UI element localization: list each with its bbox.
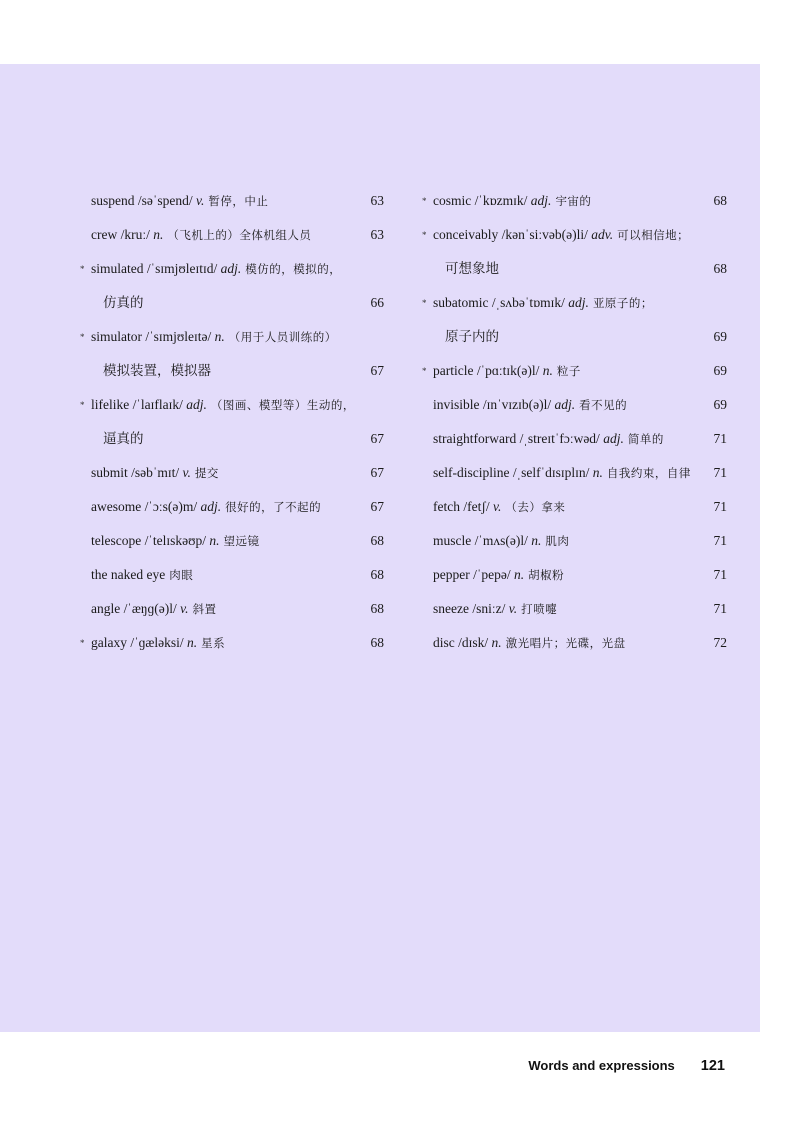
entry-word: straightforward /ˌstreɪtˈfɔːwəd/: [433, 431, 600, 446]
entry-pos: n.: [513, 567, 525, 582]
entry-pos: v.: [508, 601, 518, 616]
vocab-entry: [80, 558, 384, 592]
entry-translation: 模仿的，模拟的，: [245, 262, 342, 276]
entry-page-number: 68: [713, 261, 727, 276]
entry-word: suspend /səˈspend/: [91, 193, 193, 208]
vocab-entry: [422, 558, 727, 592]
entry-word: the naked eye: [91, 567, 166, 582]
entry-word: submit /səbˈmɪt/: [91, 465, 180, 480]
entry-translation: （图画、模型等）生动的，: [210, 398, 355, 412]
entry-page-number: 67: [370, 363, 384, 378]
entry-page-number: 71: [713, 431, 727, 446]
entry-translation: 原子内的: [445, 329, 499, 344]
entry-word: galaxy /ˈɡæləksi/: [91, 635, 184, 650]
entry-text: [433, 490, 565, 524]
entry-text: [91, 218, 311, 252]
entry-text: [91, 184, 268, 218]
entry-page-number: 68: [370, 635, 384, 650]
vocab-entry: [422, 218, 727, 252]
asterisk-marker: *: [422, 298, 427, 308]
entry-text: [433, 184, 591, 218]
entry-text: [433, 592, 557, 626]
entry-pos: adj.: [200, 499, 222, 514]
entry-pos: adj.: [220, 261, 242, 276]
entry-continuation: [80, 354, 384, 388]
entry-word: particle /ˈpɑːtɪk(ə)l/: [433, 363, 540, 378]
entry-pos: n.: [531, 533, 542, 548]
entry-pos: adj.: [603, 431, 624, 446]
entry-page-number: 68: [370, 533, 384, 548]
entry-text: [91, 524, 260, 558]
entry-page-number: 69: [713, 397, 727, 412]
entry-translation: 逼真的: [103, 431, 144, 446]
entry-text: [91, 592, 217, 626]
entry-page-number: 71: [713, 601, 727, 616]
vocab-entry: [80, 592, 384, 626]
vocabulary-panel: [0, 64, 760, 1032]
vocab-entry: [422, 354, 727, 388]
entry-text: [91, 456, 219, 490]
entry-word: awesome /ˈɔːs(ə)m/: [91, 499, 198, 514]
entry-word: disc /dɪsk/: [433, 635, 489, 650]
entry-translation: 可以相信地；: [617, 228, 690, 242]
entry-word: crew /kruː/: [91, 227, 150, 242]
entry-text: [91, 626, 225, 660]
entry-translation: 激光唱片；光碟，光盘: [505, 636, 626, 650]
entry-page-number: 71: [713, 533, 727, 548]
entry-translation: 自我约束，自律: [606, 466, 691, 480]
entry-word: lifelike /ˈlaɪflaɪk/: [91, 397, 183, 412]
entry-text: [433, 218, 689, 252]
entry-word: simulator /ˈsɪmjʊleɪtə/: [91, 329, 212, 344]
entry-text: [91, 490, 321, 524]
entry-translation: 简单的: [627, 432, 664, 446]
entry-translation: 亚原子的；: [592, 296, 653, 310]
entry-text: [433, 422, 664, 456]
entry-translation: 肌肉: [545, 534, 570, 548]
entry-pos: n.: [542, 363, 553, 378]
vocab-entry: [422, 422, 727, 456]
entry-text: [91, 558, 193, 592]
entry-page-number: 69: [713, 329, 727, 344]
entry-word: invisible /ɪnˈvɪzɪb(ə)l/: [433, 397, 552, 412]
entry-page-number: 63: [370, 227, 384, 242]
asterisk-marker: *: [80, 332, 85, 342]
entry-translation: 打喷嚏: [521, 602, 558, 616]
entry-pos: n.: [186, 635, 198, 650]
entry-translation: （去）拿来: [505, 500, 566, 514]
entry-translation: 粒子: [556, 364, 581, 378]
entry-translation: 仿真的: [103, 295, 144, 310]
entry-continuation: [422, 320, 727, 354]
entry-word: telescope /ˈtelɪskəʊp/: [91, 533, 206, 548]
entry-word: simulated /ˈsɪmjʊleɪtɪd/: [91, 261, 218, 276]
entry-text: [433, 524, 569, 558]
entry-translation: （飞机上的）全体机组人员: [167, 228, 312, 242]
vocab-entry: [80, 524, 384, 558]
vocab-entry: [80, 252, 384, 286]
entry-word: cosmic /ˈkɒzmɪk/: [433, 193, 528, 208]
asterisk-marker: *: [80, 400, 85, 410]
entry-word: angle /ˈæŋɡ(ə)l/: [91, 601, 177, 616]
entry-translation: 看不见的: [579, 398, 628, 412]
entry-pos: v.: [492, 499, 502, 514]
asterisk-marker: *: [422, 366, 427, 376]
vocab-entry: [80, 490, 384, 524]
entry-translation: 暂停，中止: [208, 194, 269, 208]
entry-page-number: 67: [370, 499, 384, 514]
entry-word: sneeze /sniːz/: [433, 601, 506, 616]
entry-pos: adj.: [530, 193, 552, 208]
vocab-entry: [422, 184, 727, 218]
asterisk-marker: *: [422, 196, 427, 206]
entry-page-number: 68: [370, 567, 384, 582]
entry-translation: 望远镜: [223, 534, 260, 548]
entry-pos: adj.: [568, 295, 589, 310]
vocab-entry: [422, 626, 727, 660]
entry-pos: adj.: [186, 397, 207, 412]
vocab-entry: [422, 456, 727, 490]
entry-page-number: 72: [713, 635, 727, 650]
entry-text: [433, 388, 627, 422]
entry-page-number: 71: [713, 567, 727, 582]
entry-translation: 斜置: [192, 602, 217, 616]
entry-translation: （用于人员训练的）: [228, 330, 337, 344]
entry-word: subatomic /ˌsʌbəˈtɒmɪk/: [433, 295, 565, 310]
vocab-entry: [80, 184, 384, 218]
entry-word: fetch /fetʃ/: [433, 499, 490, 514]
section-title: Words and expressions: [528, 1058, 675, 1073]
entry-translation: 可想象地: [445, 261, 499, 276]
right-column: [422, 184, 727, 660]
vocab-entry: [422, 388, 727, 422]
entry-text: [433, 558, 564, 592]
entry-text: [91, 252, 341, 286]
left-column: [80, 184, 384, 660]
entry-pos: adj.: [554, 397, 576, 412]
vocab-entry: [80, 218, 384, 252]
vocab-entry: [422, 286, 727, 320]
vocab-entry: [422, 490, 727, 524]
entry-word: self-discipline /ˌselfˈdɪsɪplɪn/: [433, 465, 590, 480]
entry-word: muscle /ˈmʌs(ə)l/: [433, 533, 528, 548]
asterisk-marker: *: [80, 638, 85, 648]
entry-text: [91, 388, 355, 422]
entry-page-number: 67: [370, 465, 384, 480]
entry-translation: 星系: [201, 636, 226, 650]
entry-page-number: 63: [370, 193, 384, 208]
entry-page-number: 68: [713, 193, 727, 208]
page-number: 121: [700, 1058, 725, 1074]
entry-page-number: 68: [370, 601, 384, 616]
vocab-entry: [80, 388, 384, 422]
entry-pos: adv.: [591, 227, 614, 242]
entry-translation: 肉眼: [169, 568, 194, 582]
entry-pos: n.: [592, 465, 603, 480]
vocab-entry: [422, 524, 727, 558]
entry-pos: n.: [491, 635, 502, 650]
entry-pos: v.: [182, 465, 191, 480]
entry-translation: 胡椒粉: [528, 568, 565, 582]
entry-translation: 提交: [194, 466, 219, 480]
entry-page-number: 67: [370, 431, 384, 446]
entry-text: [433, 354, 581, 388]
entry-word: pepper /ˈpepə/: [433, 567, 511, 582]
entry-word: conceivably /kənˈsiːvəb(ə)li/: [433, 227, 588, 242]
entry-text: [433, 286, 653, 320]
vocab-entry: [80, 456, 384, 490]
page-footer: [528, 1058, 725, 1074]
entry-pos: n.: [214, 329, 225, 344]
vocab-entry: [80, 320, 384, 354]
entry-pos: v.: [196, 193, 205, 208]
entry-translation: 很好的，了不起的: [225, 500, 322, 514]
entry-pos: n.: [209, 533, 220, 548]
entry-page-number: 69: [713, 363, 727, 378]
vocab-entry: [422, 592, 727, 626]
entry-page-number: 71: [713, 465, 727, 480]
entry-pos: v.: [180, 601, 189, 616]
entry-continuation: [80, 422, 384, 456]
entry-pos: n.: [153, 227, 164, 242]
entry-translation: 模拟装置，模拟器: [103, 363, 211, 378]
entry-text: [433, 626, 626, 660]
entry-continuation: [422, 252, 727, 286]
asterisk-marker: *: [80, 264, 85, 274]
vocab-entry: [80, 626, 384, 660]
entry-text: [91, 320, 337, 354]
entry-continuation: [80, 286, 384, 320]
entry-page-number: 66: [370, 295, 384, 310]
entry-translation: 宇宙的: [555, 194, 592, 208]
entry-page-number: 71: [713, 499, 727, 514]
asterisk-marker: *: [422, 230, 427, 240]
entry-text: [433, 456, 691, 490]
